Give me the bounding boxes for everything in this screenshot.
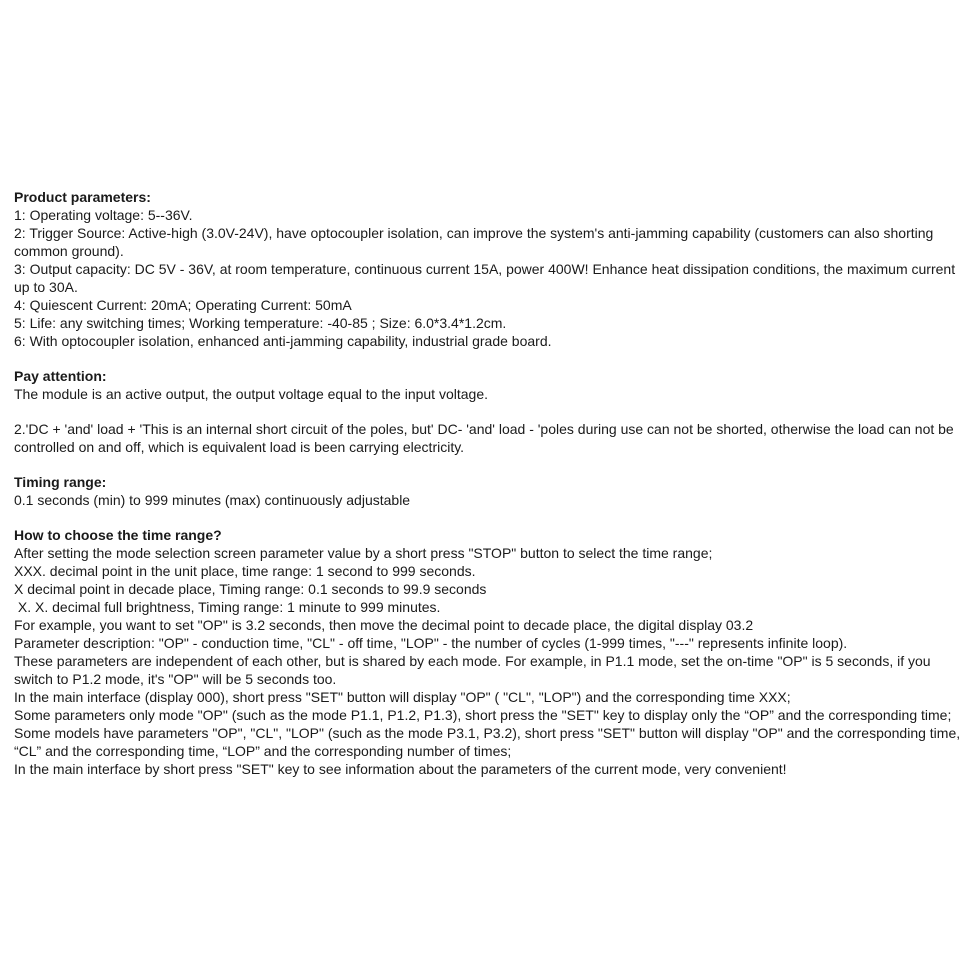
spacer bbox=[14, 350, 962, 367]
attention-text: 2.'DC + 'and' load + 'This is an internal short circuit of the poles, but' DC- 'and' load - 'poles during use can not be shorted, otherwise the load can not be controlled on and off, which is equivalent load is been carrying electricity. bbox=[14, 421, 958, 455]
instruction-line: These parameters are independent of each other, but is shared by each mode. For example, in P1.1 mode, set the on-time "OP" is 5 seconds, if you switch to P1.2 mode, it's "OP" will be 5 seconds too. bbox=[14, 653, 935, 687]
instruction-line: Parameter description: "OP" - conduction time, "CL" - off time, "LOP" - the number of cycles (1-999 times, "---" represents infinite loop). bbox=[14, 635, 848, 651]
spacer bbox=[14, 456, 962, 473]
attention-text: The module is an active output, the output voltage equal to the input voltage. bbox=[14, 386, 488, 402]
parameter-item: 5: Life: any switching times; Working temperature: -40-85 ; Size: 6.0*3.4*1.2cm. bbox=[14, 315, 507, 331]
instruction-line: After setting the mode selection screen parameter value by a short press "STOP" button to select the time range; bbox=[14, 545, 713, 561]
instruction-line: X decimal point in decade place, Timing range: 0.1 seconds to 99.9 seconds bbox=[14, 581, 487, 597]
section-title: How to choose the time range? bbox=[14, 527, 222, 543]
parameter-item: 4: Quiescent Current: 20mA; Operating Current: 50mA bbox=[14, 297, 352, 313]
timing-range-section bbox=[14, 473, 962, 509]
description-document bbox=[14, 188, 965, 778]
parameter-item: 1: Operating voltage: 5--36V. bbox=[14, 207, 193, 223]
spacer bbox=[14, 403, 962, 420]
pay-attention-section bbox=[14, 367, 962, 456]
instruction-line: For example, you want to set "OP" is 3.2 seconds, then move the decimal point to decade place, the digital display 03.2 bbox=[14, 617, 754, 633]
parameter-item: 6: With optocoupler isolation, enhanced anti-jamming capability, industrial grade board. bbox=[14, 333, 552, 349]
instruction-line: In the main interface (display 000), short press "SET" button will display "OP" ( "CL", "LOP") and the corresponding time XXX; bbox=[14, 689, 791, 705]
instruction-line: In the main interface by short press "SET" key to see information about the parameters of the current mode, very convenient! bbox=[14, 761, 787, 777]
instruction-line: X. X. decimal full brightness, Timing range: 1 minute to 999 minutes. bbox=[14, 599, 441, 615]
choose-time-range-section bbox=[14, 526, 965, 778]
spacer bbox=[14, 509, 962, 526]
parameter-item: 2: Trigger Source: Active-high (3.0V-24V), have optocoupler isolation, can improve the system's anti-jamming capability (customers can also shorting common ground). bbox=[14, 225, 938, 259]
product-parameters-section bbox=[14, 188, 962, 350]
instruction-line: Some parameters only mode "OP" (such as the mode P1.1, P1.2, P1.3), short press the "SET" key to display only the “OP” and the corresponding time; bbox=[14, 707, 952, 723]
section-title: Timing range: bbox=[14, 474, 107, 490]
section-title: Pay attention: bbox=[14, 368, 107, 384]
instruction-line: Some models have parameters "OP", "CL", "LOP" (such as the mode P3.1, P3.2), short press "SET" button will display "OP" and the corresponding time, “CL” and the corresponding time, “LOP” and the corresponding number of times; bbox=[14, 725, 965, 759]
timing-text: 0.1 seconds (min) to 999 minutes (max) continuously adjustable bbox=[14, 492, 411, 508]
section-title: Product parameters: bbox=[14, 189, 151, 205]
parameter-item: 3: Output capacity: DC 5V - 36V, at room temperature, continuous current 15A, power 400W! Enhance heat dissipation conditions, the maximum current up to 30A. bbox=[14, 261, 959, 295]
instruction-line: XXX. decimal point in the unit place, time range: 1 second to 999 seconds. bbox=[14, 563, 476, 579]
